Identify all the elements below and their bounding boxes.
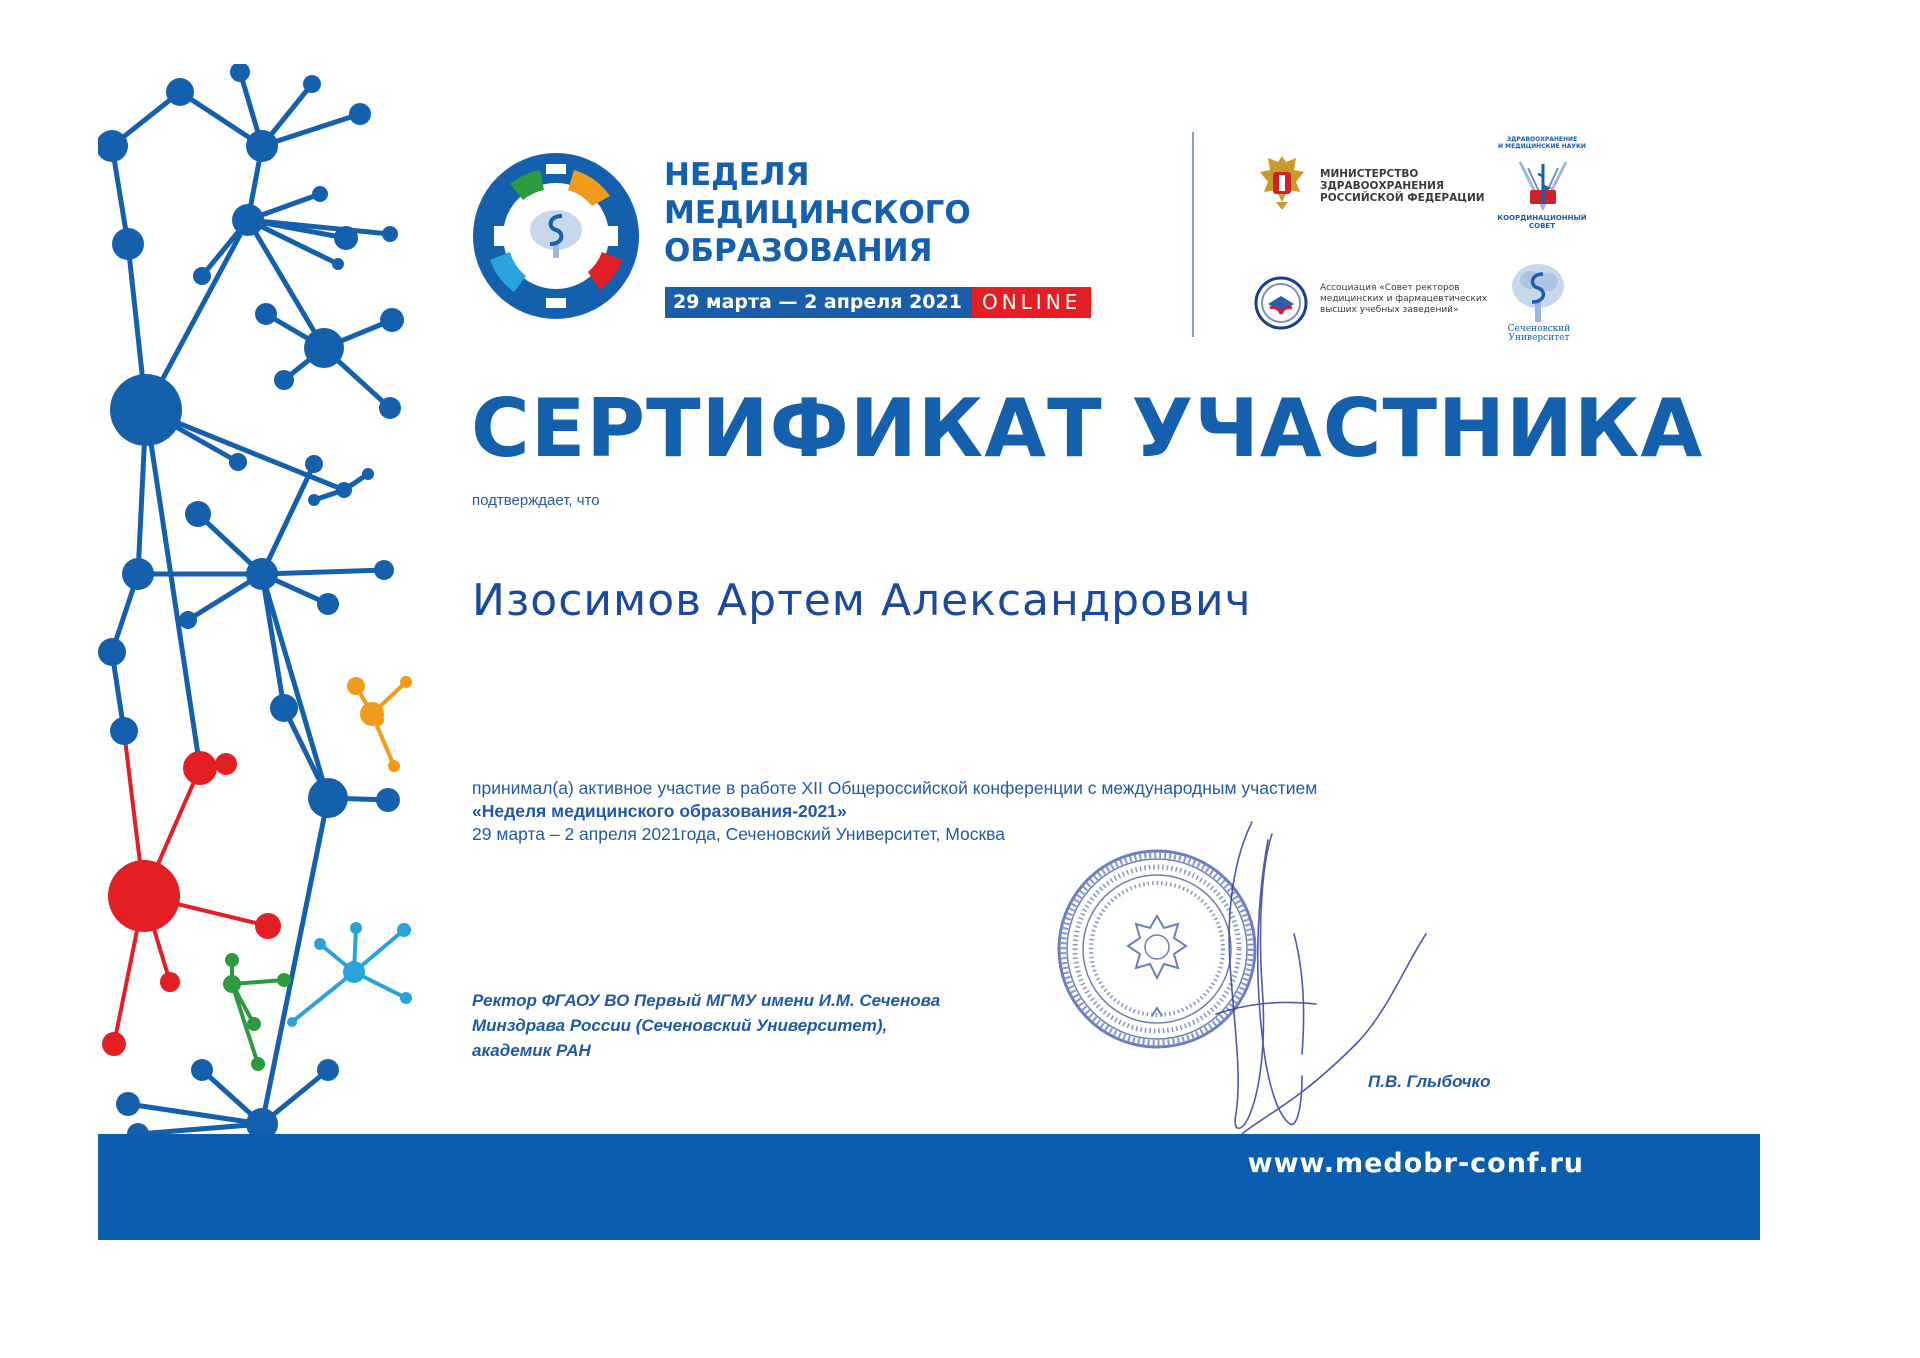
network-node — [303, 75, 321, 93]
network-node — [255, 303, 277, 325]
network-node — [110, 717, 138, 745]
association-name: Ассоциация «Совет ректоров медицинских и фармацевтических высших учебных заведений» — [1320, 283, 1488, 315]
association-emblem — [1254, 276, 1308, 330]
signer-name: П.В. Глыбочко — [1368, 1072, 1491, 1091]
network-node — [122, 558, 154, 590]
participation-text: принимал(а) активное участие в работе XII Общероссийской конференции с международным участием — [472, 778, 1318, 798]
event-dates-badge — [665, 287, 1091, 318]
network-node — [308, 778, 348, 818]
network-node — [350, 922, 362, 934]
network-node — [314, 938, 326, 950]
network-node — [230, 64, 250, 82]
ministry-name: МИНИСТЕРСТВО ЗДРАВООХРАНЕНИЯ РОССИЙСКОЙ ФЕДЕРАЦИИ — [1320, 168, 1485, 204]
network-link — [262, 464, 314, 574]
network-node — [305, 455, 323, 473]
network-node — [108, 860, 180, 932]
footer-band — [98, 1134, 1760, 1240]
network-node — [304, 328, 344, 368]
network-node — [382, 226, 398, 242]
network-node — [255, 913, 281, 939]
network-node — [193, 267, 211, 285]
network-node — [400, 992, 412, 1004]
network-node — [277, 973, 291, 987]
certificate — [98, 64, 1760, 1240]
university-name: Сеченовский Университет — [1507, 324, 1571, 343]
network-node — [215, 753, 237, 775]
rector-line-2: Минздрава России (Сеченовский Университет), — [472, 1016, 888, 1035]
network-link — [146, 410, 200, 768]
network-node — [397, 923, 411, 937]
network-node — [185, 501, 211, 527]
website-link[interactable]: www.medobr-conf.ru — [1247, 1148, 1584, 1179]
network-node — [247, 1017, 261, 1031]
confirms-text: подтверждает, что — [472, 492, 600, 509]
network-node — [343, 961, 365, 983]
network-node — [270, 694, 298, 722]
participant-name: Изосимов Артем Александрович — [472, 575, 1252, 626]
network-node — [179, 611, 197, 629]
network-node — [229, 453, 247, 471]
network-node — [110, 374, 182, 446]
council-caption-bottom: КООРДИНАЦИОННЫЙ СОВЕТ — [1497, 214, 1587, 230]
conference-dates-place: 29 марта – 2 апреля 2021года, Сеченовский Университет, Москва — [472, 824, 1005, 844]
network-node — [317, 593, 339, 615]
event-dates: 29 марта — 2 апреля 2021 — [665, 287, 972, 318]
event-title-line-1: НЕДЕЛЯ — [664, 157, 810, 193]
rector-line-1: Ректор ФГАОУ ВО Первый МГМУ имени И.М. Сеченова — [472, 991, 941, 1010]
network-node — [191, 1059, 213, 1081]
event-format: ONLINE — [972, 287, 1091, 318]
conference-name: «Неделя медицинского образования-2021» — [472, 801, 847, 821]
rector-line-3: академик РАН — [472, 1041, 591, 1060]
network-link — [292, 972, 354, 1022]
network-node — [380, 308, 404, 332]
network-link — [138, 1124, 262, 1134]
network-node — [400, 676, 412, 688]
network-node — [246, 558, 278, 590]
header-divider — [1192, 132, 1194, 337]
network-node — [362, 468, 374, 480]
network-node — [223, 975, 241, 993]
event-title-line-2: МЕДИЦИНСКОГО — [664, 195, 971, 231]
network-node — [274, 370, 294, 390]
council-caption-top: ЗДРАВООХРАНЕНИЕ И МЕДИЦИНСКИЕ НАУКИ — [1498, 136, 1586, 150]
network-node — [251, 1057, 265, 1071]
network-node — [312, 186, 328, 202]
network-node — [246, 130, 278, 162]
network-node — [332, 258, 344, 270]
network-link — [262, 570, 384, 574]
network-node — [347, 677, 365, 695]
event-logo — [470, 150, 642, 322]
network-node — [116, 1092, 140, 1116]
network-node — [112, 228, 144, 260]
signature — [1206, 814, 1456, 1144]
network-node — [376, 788, 400, 812]
network-node — [317, 1059, 339, 1081]
network-decoration — [98, 64, 438, 1134]
certificate-title: СЕРТИФИКАТ УЧАСТНИКА — [471, 382, 1704, 475]
network-node — [374, 560, 394, 580]
network-node — [334, 226, 358, 250]
network-node — [225, 953, 239, 967]
network-node — [160, 972, 180, 992]
network-node — [336, 482, 352, 498]
network-node — [308, 494, 320, 506]
network-node — [388, 760, 400, 772]
network-node — [98, 638, 126, 666]
event-title-line-3: ОБРАЗОВАНИЯ — [664, 233, 933, 269]
network-node — [183, 751, 217, 785]
network-node — [372, 714, 384, 726]
network-node — [232, 204, 264, 236]
network-node — [166, 78, 194, 106]
university-tree — [1508, 262, 1568, 324]
ministry-emblem — [1256, 152, 1308, 214]
network-node — [349, 103, 371, 125]
network-node — [127, 1123, 149, 1134]
network-node — [379, 397, 401, 419]
network-node — [102, 1032, 126, 1056]
network-node — [287, 1017, 297, 1027]
